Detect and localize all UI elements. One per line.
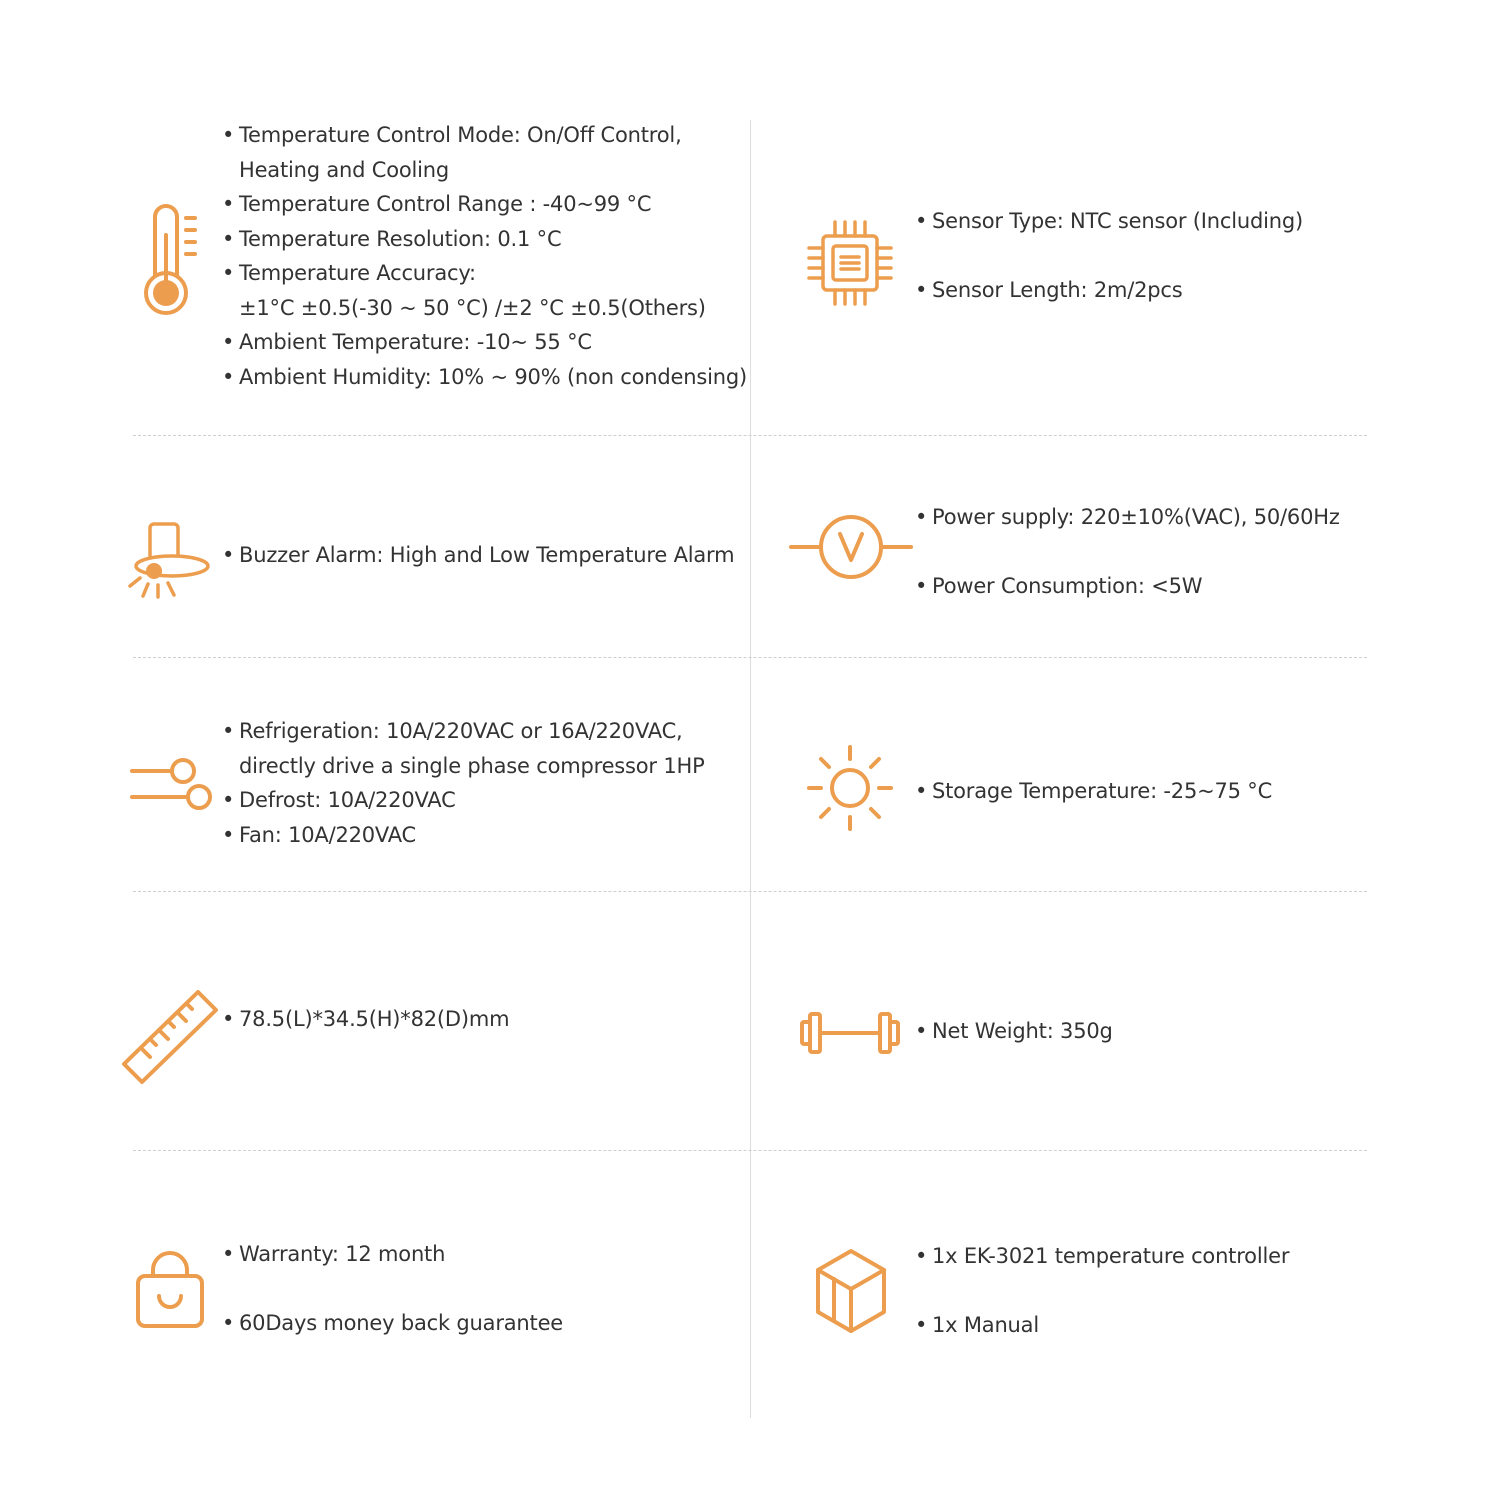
spec-bullet-item [222,1289,742,1358]
dimensions-specs [222,1002,742,1037]
spec-bullet-item [222,118,742,153]
thermometer-icon [138,205,200,319]
bullet-marker: • [915,1019,928,1043]
sun-icon [806,744,894,832]
weight-specs [915,1014,1475,1049]
warranty-specs [222,1220,742,1358]
spec-bullet-item [915,1222,1475,1291]
row-divider-2 [133,657,1367,658]
spec-text: Temperature Resolution: 0.1 °C [239,226,562,251]
spec-text: Temperature Accuracy: [239,261,476,285]
row-divider-3 [133,891,1367,892]
spec-bullet-item [222,1220,742,1289]
bullet-marker: • [915,505,928,529]
spec-bullet-item [915,552,1475,621]
spec-text: Temperature Control Mode: On/Off Control, [239,123,682,147]
bullet-marker: • [222,192,235,216]
bullet-marker: • [915,779,928,803]
spec-text: Fan: 10A/220VAC [239,822,417,847]
spec-continuation-line [222,291,742,326]
spec-text: 1x EK-3021 temperature controller [932,1244,1290,1268]
spec-bullet-item [222,818,742,853]
spec-text: Buzzer Alarm: High and Low Temperature Alarm [239,543,735,567]
spec-text: Temperature Control Range : -40~99 °C [239,192,652,216]
spec-text: 1x Manual [932,1313,1039,1337]
bullet-marker: • [222,1311,235,1335]
ruler-icon [120,988,220,1084]
package-specs [915,1222,1475,1360]
row-divider-4 [133,1150,1367,1151]
dumbbell-icon [799,1010,901,1056]
alarm-specs [222,538,742,573]
spec-text: Power Consumption: <5W [932,574,1203,598]
bullet-marker: • [222,261,235,285]
bullet-marker: • [222,788,235,812]
spec-bullet-item [915,483,1475,552]
bullet-marker: • [915,1244,928,1268]
spec-text: 60Days money back guarantee [239,1311,564,1335]
spec-continuation-line [222,153,742,188]
spec-bullet-item [222,187,742,222]
spec-bullet-item [915,1291,1475,1360]
bullet-marker: • [222,1242,235,1266]
bullet-marker: • [915,278,928,302]
bullet-marker: • [222,364,235,389]
spec-text: Sensor Length: 2m/2pcs [932,278,1183,302]
spec-text: Sensor Type: NTC sensor (Including) [932,209,1303,233]
relay-specs [222,714,742,852]
spec-continuation-line [222,749,742,784]
spec-bullet-item [915,256,1475,325]
bullet-marker: • [222,123,235,147]
spec-bullet-item [915,1014,1475,1049]
bullet-marker: • [222,330,235,354]
voltage-icon [789,514,913,580]
spec-bullet-item [222,783,742,818]
spec-bullet-item [915,187,1475,256]
storage-specs [915,774,1475,809]
bullet-marker: • [222,543,235,567]
power-specs [915,483,1475,621]
spec-bullet-item [222,538,742,573]
spec-text: Ambient Humidity: 10% ~ 90% (non condensing) [239,364,747,389]
spec-text: Storage Temperature: -25~75 °C [932,779,1273,803]
bullet-marker: • [915,1313,928,1337]
spec-text: Ambient Temperature: -10~ 55 °C [239,330,592,354]
spec-text: Warranty: 12 month [239,1242,446,1266]
spec-text: Net Weight: 350g [932,1019,1113,1043]
spec-bullet-item [222,256,742,291]
bullet-marker: • [915,574,928,598]
bullet-marker: • [222,226,235,251]
relay-outputs-icon [128,757,214,811]
spec-text: Refrigeration: 10A/220VAC or 16A/220VAC, [239,719,683,743]
spec-text: Power supply: 220±10%(VAC), 50/60Hz [932,505,1340,529]
bullet-marker: • [915,209,928,233]
spec-bullet-item [222,714,742,749]
buzzer-alarm-icon [126,520,214,602]
temperature-specs [222,118,747,394]
column-divider [750,120,751,1418]
bullet-marker: • [222,822,235,847]
spec-text: Heating and Cooling [239,157,450,182]
spec-text: 78.5(L)*34.5(H)*82(D)mm [239,1007,510,1031]
bullet-marker: • [222,719,235,743]
spec-text: directly drive a single phase compressor 1HP [239,753,705,778]
spec-text: Defrost: 10A/220VAC [239,788,456,812]
spec-bullet-item [222,325,742,360]
spec-bullet-item [915,774,1475,809]
box-icon [814,1248,888,1334]
spec-text: ±1°C ±0.5(-30 ~ 50 °C) /±2 °C ±0.5(Others) [239,295,706,320]
spec-bullet-item [222,1002,742,1037]
smiling-bag-icon [135,1252,205,1330]
sensor-specs [915,187,1475,325]
row-divider-1 [133,435,1367,436]
spec-bullet-item [222,360,747,395]
spec-bullet-item [222,222,742,257]
chip-icon [806,219,894,307]
bullet-marker: • [222,1007,235,1031]
